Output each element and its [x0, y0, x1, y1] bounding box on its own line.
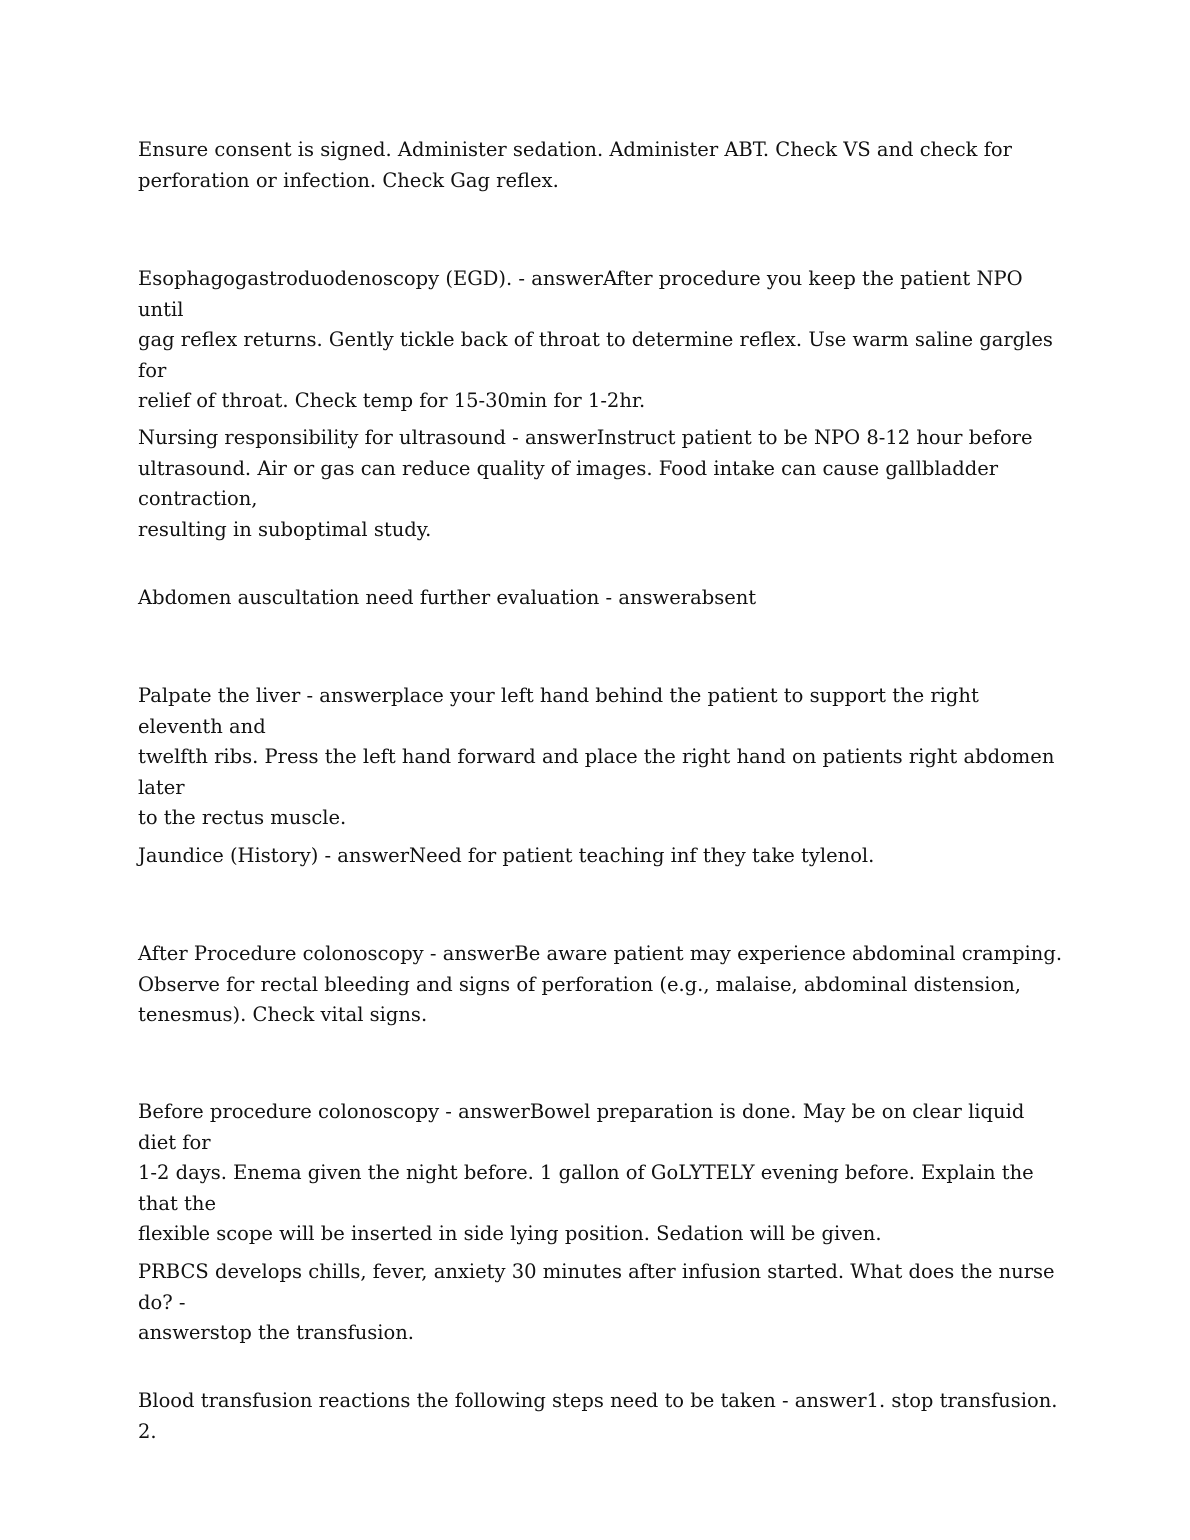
- paragraph-before-colonoscopy: Before procedure colonoscopy - answerBowel preparation is done. May be on clear liquid diet for 1-2 days. Enema given the night before. 1 gallon of GoLYTELY evening before. Explain the that the flexible scope will be inserted in side lying position. Sedation will be given.: [138, 1100, 1034, 1245]
- paragraph-ultrasound: Nursing responsibility for ultrasound - answerInstruct patient to be NPO 8-12 hour before ultrasound. Air or gas can reduce quality of images. Food intake can cause gallbladder contraction, resulting in suboptimal study.: [138, 426, 1033, 541]
- paragraph-egd: Esophagogastroduodenoscopy (EGD). - answerAfter procedure you keep the patient NPO until gag reflex returns. Gently tickle back of throat to determine reflex. Use warm saline gargles for relief of throat. Check temp for 15-30min for 1-2hr.: [138, 267, 1053, 412]
- paragraph-jaundice: Jaundice (History) - answerNeed for patient teaching inf they take tylenol.: [138, 844, 875, 867]
- paragraph-abdomen-auscultation: Abdomen auscultation need further evaluation - answerabsent: [138, 586, 757, 609]
- paragraph-transfusion-reaction-steps: Blood transfusion reactions the following steps need to be taken - answer1. stop transfusion. 2.: [138, 1389, 1058, 1443]
- paragraph-palpate-liver: Palpate the liver - answerplace your left hand behind the patient to support the right eleventh and twelfth ribs. Press the left hand forward and place the right hand on patients right abdomen later to the rectus muscle.: [138, 684, 1055, 829]
- paragraph-prbcs-reaction: PRBCS develops chills, fever, anxiety 30 minutes after infusion started. What does the nurse do? - answerstop the transfusion.: [138, 1260, 1055, 1344]
- paragraph-consent-sedation: Ensure consent is signed. Administer sedation. Administer ABT. Check VS and check for perforation or infection. Check Gag reflex.: [138, 138, 1012, 192]
- paragraph-after-colonoscopy: After Procedure colonoscopy - answerBe aware patient may experience abdominal cramping. Observe for rectal bleeding and signs of perforation (e.g., malaise, abdominal distension, tenesmus). Check vital signs.: [138, 942, 1063, 1026]
